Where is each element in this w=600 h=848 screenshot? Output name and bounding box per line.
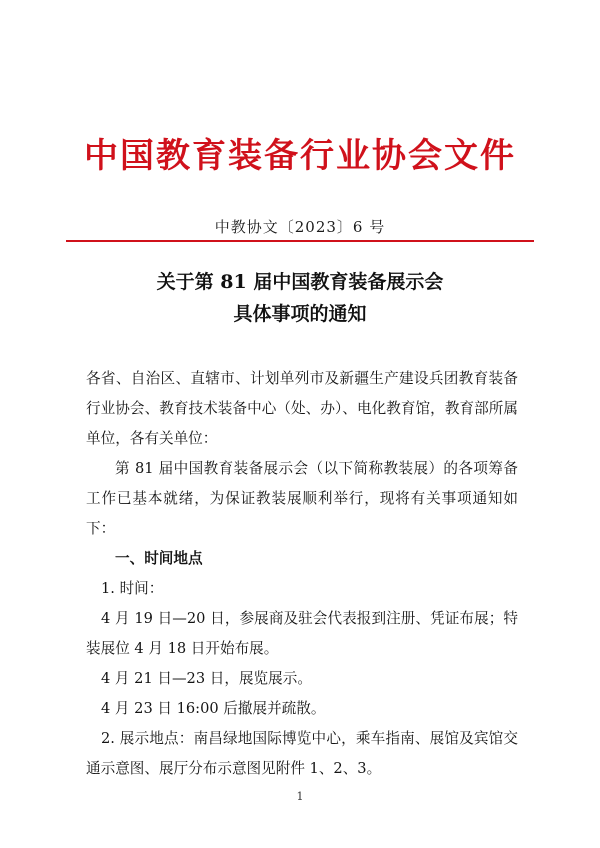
paragraph-teardown: 4 月 23 日 16:00 后撤展并疏散。	[101, 700, 326, 717]
paragraph-venue: 2. 展示地点：南昌绿地国际博览中心，乘车指南、展馆及宾馆交通示意图、展厅分布示意图见附件 1、2、3。	[86, 730, 518, 777]
document-number: 中教协文〔2023〕6 号	[214, 218, 386, 236]
title-line-1: 关于第 81 届中国教育装备展示会	[156, 271, 444, 293]
document-masthead: 中国教育装备行业协会文件	[84, 136, 516, 176]
document-title	[66, 266, 534, 330]
document-content	[86, 364, 518, 784]
paragraph-intro: 第 81 届中国教育装备展示会（以下简称教装展）的各项筹备工作已基本就绪，为保证教装展顺利举行，现将有关事项通知如下：	[86, 460, 518, 537]
paragraph-exhibition-dates: 4 月 21 日—23 日，展览展示。	[101, 670, 312, 687]
page-number: 1	[296, 790, 304, 803]
paragraph-time-label: 1. 时间：	[101, 580, 164, 597]
paragraph-section-heading: 一、时间地点	[115, 550, 203, 567]
paragraph-addressees: 各省、自治区、直辖市、计划单列市及新疆生产建设兵团教育装备行业协会、教育技术装备中心（处、办）、电化教育馆，教育部所属单位，各有关单位：	[86, 370, 518, 447]
red-divider-rule	[66, 240, 534, 242]
title-line-2: 具体事项的通知	[233, 303, 367, 325]
paragraph-registration-dates: 4 月 19 日—20 日，参展商及驻会代表报到注册、凭证布展；特装展位 4 月 18 日开始布展。	[86, 610, 518, 657]
